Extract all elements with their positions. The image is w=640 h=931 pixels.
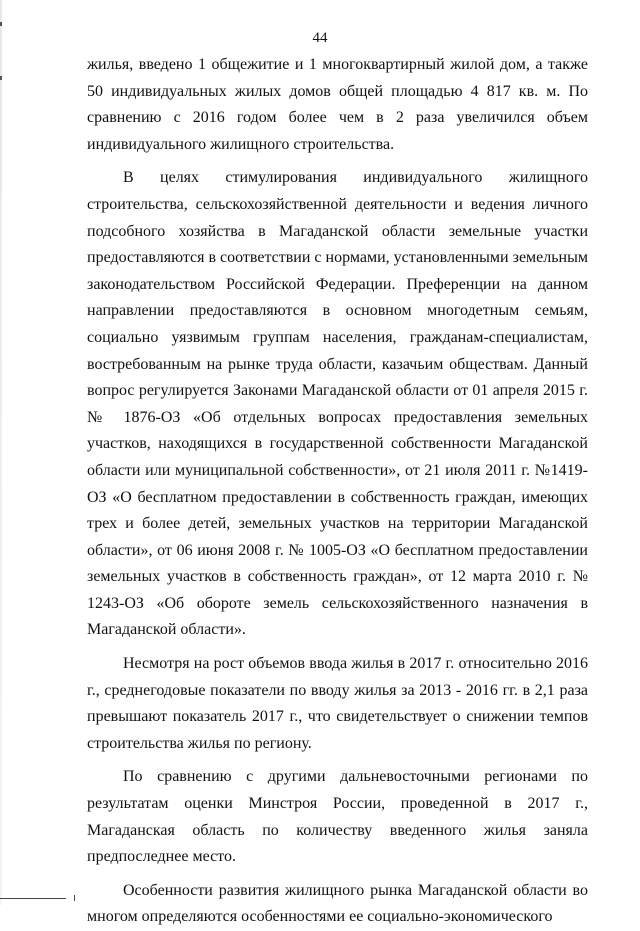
paragraph: жилья, введено 1 общежитие и 1 многоквартирный жилой дом, а также 50 индивидуальных жилых домов общей площадью 4 817 кв. м. По сравнению с 2016 годом более чем в 2 раза увеличился объем индивидуального жилищного строительства. (87, 56, 588, 153)
scan-edge (0, 0, 2, 905)
paragraph: Особенности развития жилищного рынка Магаданской области во многом определяются особенностями ее социально-экономического (87, 881, 588, 926)
paragraph: В целях стимулирования индивидуального жилищного строительства, сельскохозяйственной деятельности и ведения личного подсобного хозяйства в Магаданской области земельные участки предоставляются в соответствии с нормами, установленными земельным законодательством Российской Федерации. Преференции на данном направлении предоставляются в основном многодетным семьям, социально уязвимым группам населения, гражданам-специалистам, востребованным на рынке труда области, казачьим обществам. Данный вопрос регулируется Законами Магаданской области от 01 апреля 2015 г. № 1876-ОЗ «Об отдельных вопросах предоставления земельных участков, находящихся в государственной собственности Магаданской области или муниципальной собственности», от 21 июля 2011 г. №1419-ОЗ «О бесплатном предоставлении в собственность граждан, имеющих трех и более детей, земельных участков на территории Магаданской области», от 06 июня 2008 г. № 1005-ОЗ «О бесплатном предоставлении земельных участков в собственность граждан», от 12 марта 2010 г. № 1243-ОЗ «Об обороте земель сельскохозяйственного назначения в Магаданской области». (87, 169, 588, 639)
scan-mark (0, 22, 2, 26)
page-number: 44 (312, 30, 328, 46)
scan-tick (74, 895, 75, 901)
paragraph: Несмотря на рост объемов ввода жилья в 2017 г. относительно 2016 г., среднегодовые показатели по вводу жилья за 2013 - 2016 гг. в 2,1 раза превышают показатель 2017 г., что свидетельствует о снижении темпов строительства жилья по региону. (87, 655, 588, 752)
body-text (87, 52, 588, 931)
scan-mark (0, 76, 2, 80)
paragraph: По сравнению с другими дальневосточными регионами по результатам оценки Минстроя России, проведенной в 2017 г., Магаданская область по количеству введенного жилья заняла предпоследнее место. (87, 768, 588, 866)
footnote-rule (0, 898, 66, 899)
